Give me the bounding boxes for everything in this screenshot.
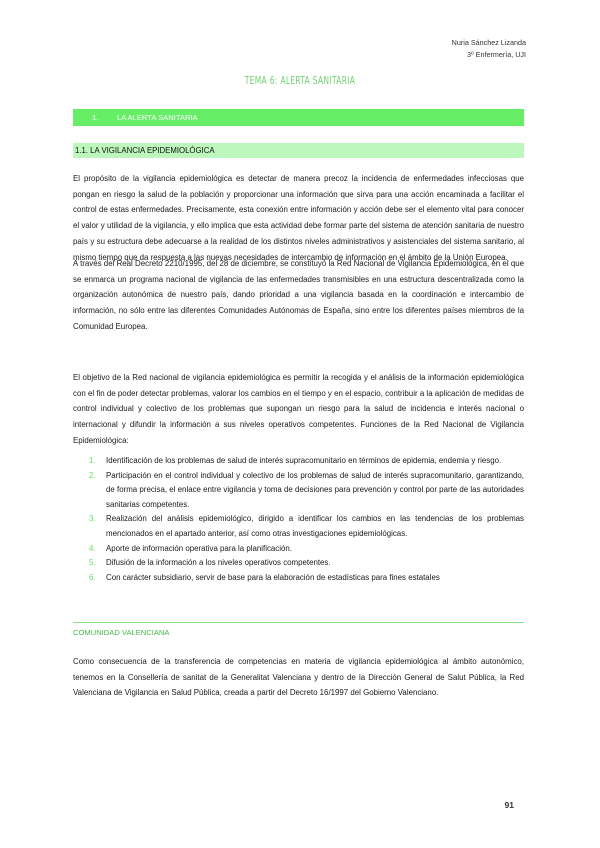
list-item [73,512,524,541]
list-item [73,469,524,513]
list-item-text: Con carácter subsidiario, servir de base para la elaboración de estadísticas para fines estatales [106,572,440,582]
section-heading-1-1 [73,143,524,158]
section-heading-1 [73,109,524,126]
section-divider [73,622,524,623]
list-item [73,454,524,469]
list-item-text: Identificación de los problemas de salud de interés supracomunitario en términos de epidemia, endemia y riesgo. [106,456,502,465]
list-item [73,571,524,586]
author-course: 3º Enfermería, UJI [467,50,526,59]
paragraph-purpose: El propósito de la vigilancia epidemiológica es detectar de manera precoz la incidencia de enfermedades infecciosas que pongan en riesgo la salud de la población y proporcionar una información que sirva para una acción encaminada a facilitar el control de estas enfermedades. Precisamente, esta conexión entre información y acción debe ser el elemento vital para conocer el valor y utilidad de la vigilancia, y ello implica que esta actividad debe formar parte del sistema de atención sanitaria de nuestro país y su estructura debe adecuarse a la realidad de los distintos niveles administrativos y asistenciales del sistema sanitario, al mismo tiempo que da respuesta a las nuevas necesidades de intercambio de información en el ámbito de la Unión Europea. [73,174,524,262]
document-title: TEMA 6: ALERTA SANITARIA [244,74,356,87]
list-item-text: Aporte de información operativa para la planificación. [106,543,292,553]
page-number: 91 [504,800,514,810]
list-item-text: Participación en el control individual y colectivo de los problemas de salud de interés supracomunitario, garantizando, de forma precisa, el enlace entre vigilancia y toma de decisiones para prevención y control por parte de las autoridades sanitarias competentes. [106,470,524,509]
list-item-text: Difusión de la información a los niveles operativos competentes. [106,558,331,568]
list-number: 2. [89,470,96,480]
list-item-text: Realización del análisis epidemiológico, dirigido a identificar los cambios en las tendencias de los problemas mencionados en el apartado anterior, así como otras investigaciones epidemiológicas. [106,514,524,538]
list-number: 3. [89,514,96,524]
list-item [73,556,524,571]
list-number: 4. [89,543,96,553]
subsection-label: 1.1. LA VIGILANCIA EPIDEMIOLÓGICA [75,146,215,155]
paragraph-objective: El objetivo de la Red nacional de vigilancia epidemiológica es permitir la recogida y el análisis de la información epidemiológica con el fin de poder detectar problemas, valorar los cambios en el tiempo y en el espacio, contribuir a la aplicación de medidas de control individual y colectivo de los problemas que supongan un riesgo para la salud de incidencia e interés nacional o internacional y difundir la información a sus niveles operativos competentes. Funciones de la Red Nacional de Vigilancia Epidemiológica: [73,373,524,445]
list-number: 6. [89,572,96,582]
page-header-author [452,37,526,61]
list-number: 1. [89,456,96,465]
paragraph-comunidad-valenciana: Como consecuencia de la transferencia de competencias en materia de vigilancia epidemiológica al ámbito autonómico, tenemos en la Consellería de sanitat de la Generalitat Valenciana y dentro de la Dirección General de Salut Pública, la Red Valenciana de Vigilancia en Salud Pública, creada a partir del Decreto 16/1997 del Gobierno Valenciano. [73,657,524,698]
subsection-heading-comunidad-valenciana: COMUNIDAD VALENCIANA [73,628,170,637]
author-name: Nuria Sánchez Lizanda [451,38,526,47]
list-item [73,542,524,557]
list-number: 5. [89,558,96,568]
paragraph-real-decreto: A través del Real Decreto 2210/1995, del 28 de diciembre, se constituyó la Red Nacional de Vigilancia Epidemiológica, en el que se enmarca un programa nacional de vigilancia de las enfermedades transmisibles en una estructura descentralizada como la organización autonómica de nuestro país, dando prioridad a una vigilancia basada en la coordinación e intercambio de información, no sólo entre las diferentes Comunidades Autónomas de España, sino entre los diferentes países miembros de la Comunidad Europea. [73,259,524,331]
section-number: 1. [92,113,99,122]
functions-list [73,454,524,585]
section-label: LA ALERTA SANITARIA [117,113,198,122]
